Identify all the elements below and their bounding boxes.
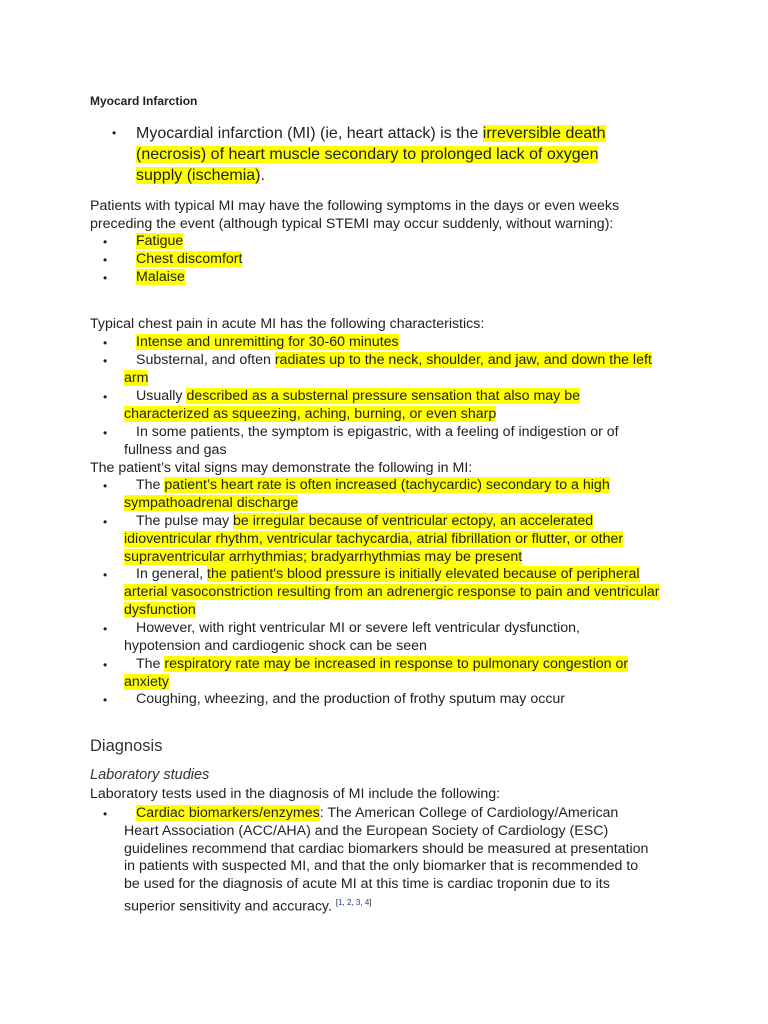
intro-end: . (260, 167, 265, 184)
document-title: Myocard Infarction (90, 94, 198, 108)
bullet-glyph: • (103, 235, 108, 249)
intro-text: Myocardial infarction (MI) (ie, heart attack) is the (136, 125, 483, 142)
bullet-glyph: • (103, 479, 108, 493)
reference-link[interactable]: 4 (364, 897, 370, 907)
bullet-glyph: • (103, 622, 108, 636)
bullet-glyph: • (103, 354, 108, 368)
bullet-glyph: • (103, 390, 108, 404)
symptom-label: Fatigue (136, 233, 184, 249)
chest-item: Usually described as a substernal pressure sensation that also may be characterized as squeezing, aching, burning, or even sharp (124, 388, 580, 422)
intro-highlight: irreversible death (necrosis) of heart muscle secondary to prolonged lack of oxygen supply (ischemia) (136, 125, 606, 184)
bullet-glyph: • (103, 253, 108, 267)
symptom-label: Malaise (136, 269, 185, 285)
bullet-glyph: • (103, 693, 108, 707)
reference-link[interactable]: 3 (355, 897, 361, 907)
bullet-glyph: • (103, 568, 108, 582)
lab-intro: Laboratory tests used in the diagnosis of MI include the following: (90, 786, 501, 802)
bullet-glyph: • (103, 426, 108, 440)
lab-item-highlight: Cardiac biomarkers/enzymes (136, 805, 320, 821)
symptom-item (136, 233, 183, 251)
vitals-intro: The patient’s vital signs may demonstrate the following in MI: (90, 460, 473, 476)
chest-item: Substernal, and often radiates up to the neck, shoulder, and jaw, and down the left arm (124, 352, 652, 386)
vitals-item: However, with right ventricular MI or severe left ventricular dysfunction, hypotension and cardiogenic shock can be seen (124, 620, 580, 654)
symptom-item (136, 251, 242, 269)
symptom-label: Chest discomfort (136, 251, 243, 267)
vitals-item: The respiratory rate may be increased in response to pulmonary congestion or anxiety (124, 656, 629, 690)
intro-paragraph (136, 123, 646, 186)
bullet-glyph: • (103, 336, 108, 350)
bullet-glyph: • (103, 658, 108, 672)
symptom-item (136, 269, 185, 287)
bullet-glyph: • (103, 807, 108, 821)
bullet-glyph: • (103, 271, 108, 285)
lab-studies-heading: Laboratory studies (90, 767, 210, 783)
lab-item (124, 805, 654, 917)
reference-list: [1, 2, 3, 4] (335, 897, 372, 907)
vitals-item: The pulse may be irregular because of ventricular ectopy, an accelerated idioventricular rhythm, ventricular tachycardia, atrial fibrillation or flutter, or other supraventricular arrhythmias; bradyarrhythmias may be present (124, 513, 624, 565)
reference-link[interactable]: 2 (347, 897, 352, 907)
vitals-item: Coughing, wheezing, and the production of frothy sputum may occur (136, 691, 566, 707)
vitals-item: The patient’s heart rate is often increased (tachycardic) secondary to a high sympathoadrenal discharge (124, 477, 610, 511)
chest-pain-intro: Typical chest pain in acute MI has the following characteristics: (90, 316, 485, 332)
symptoms-intro: Patients with typical MI may have the following symptoms in the days or even weeks preceding the event (although typical STEMI may occur suddenly, without warning): (90, 198, 620, 232)
chest-item: Intense and unremitting for 30-60 minutes (136, 334, 399, 350)
bullet-glyph: • (103, 515, 108, 529)
diagnosis-heading: Diagnosis (90, 737, 163, 755)
reference-link[interactable]: 1 (338, 897, 343, 907)
vitals-item: In general, the patient's blood pressure is initially elevated because of peripheral arterial vasoconstriction resulting from an adrenergic response to pain and ventricular dysfunction (124, 566, 660, 618)
lab-item-text: : The American College of Cardiology/American Heart Association (ACC/AHA) and the European Society of Cardiology (ESC) guidelines recommend that cardiac biomarkers should be measured at presentation in patients with suspected MI, and that the only biomarker that is recommended to be used for the diagnosis of acute MI at this time is cardiac troponin due to its superior sensitivity and accuracy. (124, 805, 649, 915)
bullet-glyph: • (112, 126, 117, 140)
chest-item: In some patients, the symptom is epigastric, with a feeling of indigestion or of fullness and gas (124, 424, 619, 458)
